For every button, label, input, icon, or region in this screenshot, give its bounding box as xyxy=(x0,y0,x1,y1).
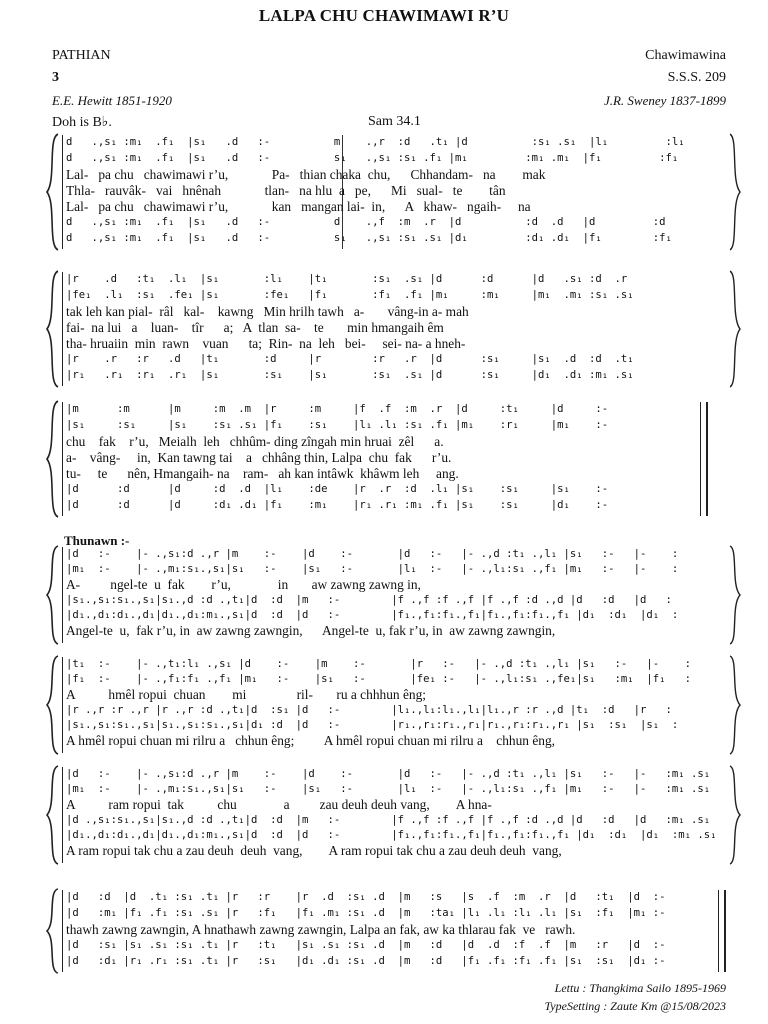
system-brace xyxy=(44,545,62,645)
chorus-label: Thunawn :- xyxy=(64,533,130,548)
lyric-verse-3: tu- te nên, Hmangaih- na ram- ah kan intâwk khâwm leh ang. xyxy=(66,466,459,481)
lyric-verse-2: a- vâng- in, Kan tawng tai a chhâng thin, Lalpa chu fak r’u. xyxy=(66,450,452,465)
bass-line: |d :d₁ |r₁ .r₁ :s₁ .t₁ |r :s₁ |d₁ .d₁ :s₁ .d |m :d |f₁ .f₁ :f₁ .f₁ |s₁ :s₁ |d₁ :- xyxy=(66,955,666,967)
lyric-verse-2: Thla- rauvâk- vai hnênah tlan- na hlu a pe, Mi sual- te tân xyxy=(66,183,506,198)
music-system-5 xyxy=(44,655,734,755)
lyric-lower: Angel-te u, fak r’u, in aw zawng zawngin, Angel-te u, fak r’u, in aw zawng zawngin, xyxy=(66,623,556,638)
music-system-6 xyxy=(44,765,734,865)
bass-line: |r₁ .r₁ :r₁ .r₁ |s₁ :s₁ |s₁ :s₁ .s₁ |d :s₁ |d₁ .d₁ :m₁ .s₁ xyxy=(66,369,634,381)
scripture-reference: Sam 34.1 xyxy=(368,114,421,129)
category-label: PATHIAN xyxy=(52,48,111,63)
alto-line: |f₁ :- |- .,f₁:f₁ .,f₁ |m₁ :- |s₁ :- |fe₁ :- |- .,l₁:s₁ .,fe₁|s₁ :m₁ |f₁ : xyxy=(66,673,692,685)
alto-line: |s₁ :s₁ |s₁ :s₁ .s₁ |f₁ :s₁ |l₁ .l₁ :s₁ .f₁ |m₁ :r₁ |m₁ :- xyxy=(66,419,609,431)
composer-credit: J.R. Sweney 1837-1899 xyxy=(603,93,726,108)
lyric-upper: A- ngel-te u fak r’u, in aw zawng zawng in, xyxy=(66,577,421,592)
author-credit: E.E. Hewitt 1851-1920 xyxy=(52,93,172,108)
alto-line: |m₁ :- |- .,m₁:s₁.,s₁|s₁ :- |s₁ :- |l₁ :- |- .,l₁:s₁ .,f₁ |m₁ :- |- :m₁ .s₁ xyxy=(66,783,711,795)
soprano-line: |m :m |m :m .m |r :m |f .f :m .r |d :t₁ |d :- xyxy=(66,403,609,415)
system-line xyxy=(62,402,63,516)
system-line xyxy=(62,547,63,643)
lyric-verse-1: chu fak r’u, Meialh leh chhûm- ding zîngah min hruai zêl a. xyxy=(66,434,444,449)
translator-credit: Lettu : Thangkima Sailo 1895-1969 xyxy=(554,981,726,995)
soprano-line: |d :d |d .t₁ :s₁ .t₁ |r :r |r .d :s₁ .d |m :s |s .f :m .r |d :t₁ |d :- xyxy=(66,891,666,903)
bass-line: d .,s₁ :m₁ .f₁ |s₁ .d :- s₁ .,s₁ :s₁ .s₁ |d₁ :d₁ .d₁ |f₁ :f₁ xyxy=(66,232,672,244)
lyric-lower: A hmêl ropui chuan mi rilru a chhun êng; A hmêl ropui chuan mi rilru a chhun êng, xyxy=(66,733,556,748)
system-line xyxy=(62,272,63,386)
lyric-lower: A ram ropui tak chu a zau deuh deuh vang, A ram ropui tak chu a zau deuh deuh vang, xyxy=(66,843,562,858)
system-end-brace xyxy=(728,655,742,755)
system-end-brace xyxy=(728,545,742,645)
hymnal-reference: S.S.S. 209 xyxy=(667,70,726,85)
tenor-line: |d .,s₁:s₁.,s₁|s₁.,d :d .,t₁|d :d |m :- |f .,f :f .,f |f .,f :d .,d |d :d |d :m₁ .s₁ xyxy=(66,814,711,826)
system-end-brace xyxy=(728,133,742,251)
system-brace xyxy=(44,400,62,518)
music-system-1 xyxy=(44,133,734,251)
system-end-brace xyxy=(728,270,742,388)
alto-line: |d :m₁ |f₁ .f₁ :s₁ .s₁ |r :f₁ |f₁ .m₁ :s₁ .d |m :ta₁ |l₁ .l₁ :l₁ .l₁ |s₁ :f₁ |m₁ :- xyxy=(66,907,666,919)
music-system-4 xyxy=(44,545,734,645)
tenor-line: |d :d |d :d .d |l₁ :de |r .r :d .l₁ |s₁ :s₁ |s₁ :- xyxy=(66,483,609,495)
system-brace xyxy=(44,888,62,974)
soprano-line: d .,s₁ :m₁ .f₁ |s₁ .d :- m .,r :d .t₁ |d :s₁ .s₁ |l₁ :l₁ xyxy=(66,136,685,148)
soprano-line: |r .d :t₁ .l₁ |s₁ :l₁ |t₁ :s₁ .s₁ |d :d |d .s₁ :d .r xyxy=(66,273,628,285)
lyric-verse-1: Lal- pa chu chawimawi r’u, Pa- thian chaka chu, Chhandam- na mak xyxy=(66,167,546,182)
typesetting-credit: TypeSetting : Zaute Km @15/08/2023 xyxy=(544,999,726,1013)
tenor-line: |r .r :r .d |t₁ :d |r :r .r |d :s₁ |s₁ .d :d .t₁ xyxy=(66,353,634,365)
alto-line: |m₁ :- |- .,m₁:s₁.,s₁|s₁ :- |s₁ :- |l₁ :- |- .,l₁:s₁ .,f₁ |m₁ :- |- : xyxy=(66,563,679,575)
system-brace xyxy=(44,270,62,388)
lyric-verse-3: tha- hruaiin min rawn vuan ta; Rin- na leh bei- sei- na- a hneh- xyxy=(66,336,466,351)
soprano-line: |t₁ :- |- .,t₁:l₁ .,s₁ |d :- |m :- |r :- |- .,d :t₁ .,l₁ |s₁ :- |- : xyxy=(66,658,692,670)
tenor-line: |r .,r :r .,r |r .,r :d .,t₁|d :s₁ |d :- |l₁.,l₁:l₁.,l₁|l₁.,r :r .,d |t₁ :d |r : xyxy=(66,704,672,716)
key-signature: Doh is B♭. xyxy=(52,115,112,130)
bass-line: |s₁.,s₁:s₁.,s₁|s₁.,s₁:s₁.,s₁|d₁ :d |d :- |r₁.,r₁:r₁.,r₁|r₁.,r₁:r₁.,r₁ |s₁ :s₁ |s₁ : xyxy=(66,719,679,731)
system-brace xyxy=(44,655,62,755)
bass-line: |d₁.,d₁:d₁.,d₁|d₁.,d₁:m₁.,s₁|d :d |d :- |f₁.,f₁:f₁.,f₁|f₁.,f₁:f₁.,f₁ |d₁ :d₁ |d₁ : xyxy=(66,609,679,621)
system-brace xyxy=(44,133,62,251)
soprano-line: |d :- |- .,s₁:d .,r |m :- |d :- |d :- |- .,d :t₁ .,l₁ |s₁ :- |- :m₁ .s₁ xyxy=(66,768,711,780)
lyric-verse-3: Lal- pa chu chawimawi r’u, kan mangan lai- in, A khaw- ngaih- na xyxy=(66,199,531,214)
system-line xyxy=(62,135,63,249)
hymn-number: 3 xyxy=(52,70,59,85)
music-system-2 xyxy=(44,270,734,388)
hymn-title: LALPA CHU CHAWIMAWI R’U xyxy=(258,6,510,25)
lyric-upper: A ram ropui tak chu a zau deuh deuh vang, A hna- xyxy=(66,797,492,812)
alto-line: d .,s₁ :m₁ .f₁ |s₁ .d :- s₁ .,s₁ :s₁ .f₁ |m₁ :m₁ .m₁ |f₁ :f₁ xyxy=(66,152,679,164)
lyric-upper: A hmêl ropui chuan mi ril- ru a chhhun êng; xyxy=(66,687,427,702)
lyric-verse-2: fai- na lui a luan- tîr a; A tlan sa- te min hmangaih êm xyxy=(66,320,444,335)
tenor-line: d .,s₁ :m₁ .f₁ |s₁ .d :- d .,f :m .r |d :d .d |d :d xyxy=(66,216,666,228)
system-end-brace xyxy=(728,765,742,865)
tenor-line: |d :s₁ |s₁ .s₁ :s₁ .t₁ |r :t₁ |s₁ .s₁ :s₁ .d |m :d |d .d :f .f |m :r |d :- xyxy=(66,939,666,951)
section-label: Chawimawina xyxy=(645,48,726,63)
lyric-verse-1: tak leh kan pial- râl kal- kawng Min hrilh tawh a- vâng-in a- mah xyxy=(66,304,469,319)
lyric-line: thawh zawng zawngin, A hnathawh zawng zawngin, Lalpa an fak, aw ka thlarau fak ve rawh. xyxy=(66,922,576,937)
music-system-3 xyxy=(44,400,734,518)
system-line xyxy=(62,767,63,863)
system-brace xyxy=(44,765,62,865)
soprano-line: |d :- |- .,s₁:d .,r |m :- |d :- |d :- |- .,d :t₁ .,l₁ |s₁ :- |- : xyxy=(66,548,679,560)
bass-line: |d :d |d :d₁ .d₁ |f₁ :m₁ |r₁ .r₁ :m₁ .f₁ |s₁ :s₁ |d₁ :- xyxy=(66,499,609,511)
alto-line: |fe₁ .l₁ :s₁ .fe₁ |s₁ :fe₁ |f₁ :f₁ .f₁ |m₁ :m₁ |m₁ .m₁ :s₁ .s₁ xyxy=(66,289,634,301)
system-line xyxy=(62,657,63,753)
music-system-7 xyxy=(44,888,734,974)
system-line xyxy=(62,890,63,972)
bass-line: |d₁.,d₁:d₁.,d₁|d₁.,d₁:m₁.,s₁|d :d |d :- |f₁.,f₁:f₁.,f₁|f₁.,f₁:f₁.,f₁ |d₁ :d₁ |d₁ :m₁ .s₁ xyxy=(66,829,717,841)
tenor-line: |s₁.,s₁:s₁.,s₁|s₁.,d :d .,t₁|d :d |m :- |f .,f :f .,f |f .,f :d .,d |d :d |d : xyxy=(66,594,672,606)
